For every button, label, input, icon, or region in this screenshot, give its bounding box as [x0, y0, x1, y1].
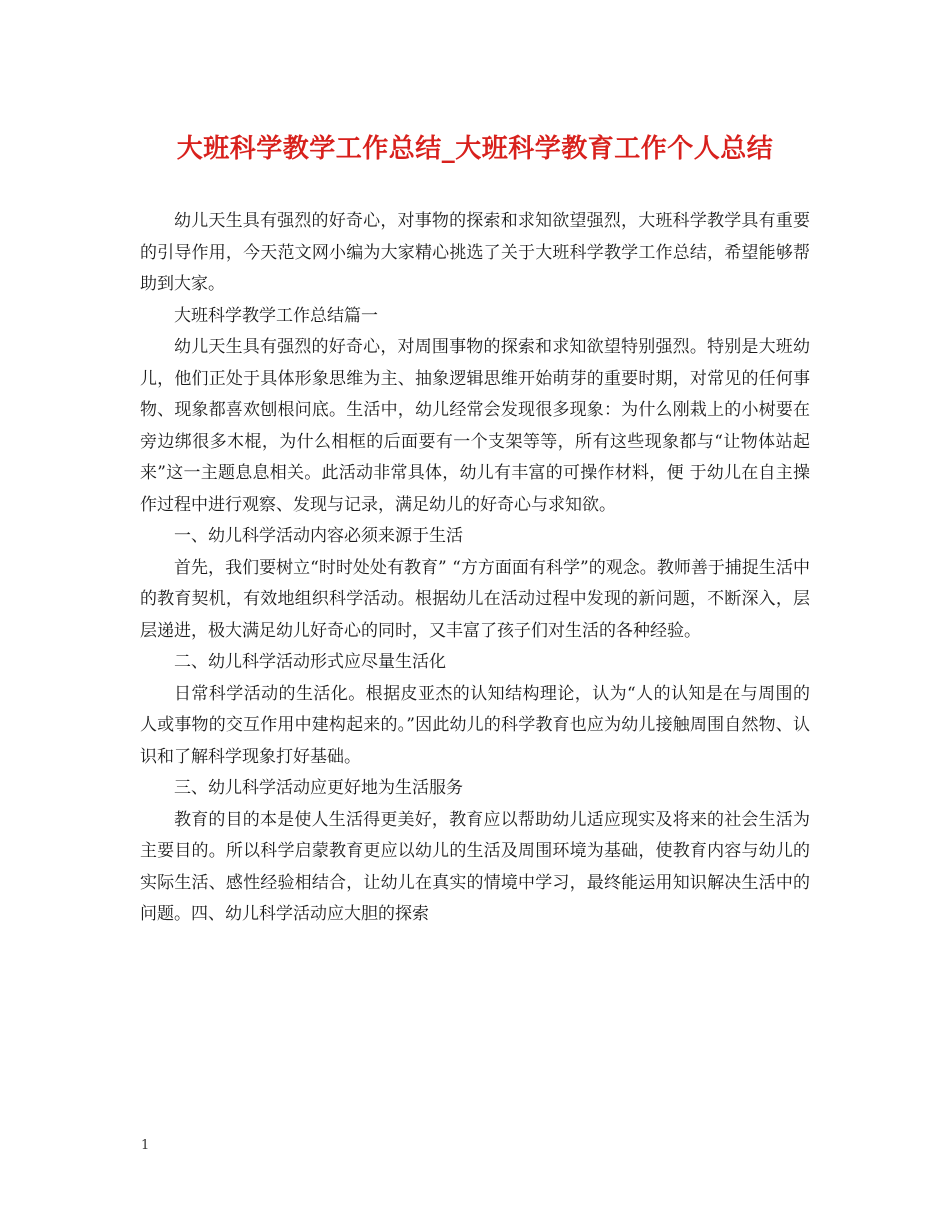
paragraph-section-3: 教育的目的本是使人生活得更美好，教育应以帮助幼儿适应现实及将来的社会生活为主要目的。所以科学启蒙教育更应以幼儿的生活及周围环境为基础，使教育内容与幼儿的实际生活、感性经验相结合，让幼儿在真实的情境中学习，最终能运用知识解决生活中的问题。四、幼儿科学活动应大胆的探索	[140, 809, 810, 924]
document-title: 大班科学教学工作总结_大班科学教育工作个人总结	[176, 134, 774, 164]
paragraph-intro: 幼儿天生具有强烈的好奇心，对事物的探索和求知欲望强烈，大班科学教学具有重要的引导作用，今天范文网小编为大家精心挑选了关于大班科学教学工作总结，希望能够帮助到大家。	[140, 211, 810, 294]
paragraph-section-1: 首先，我们要树立“时时处处有教育” “方方面面有科学”的观念。教师善于捕捉生活中的教育契机，有效地组织科学活动。根据幼儿在活动过程中发现的新问题，不断深入，层层递进，极大满足幼儿好奇心的同时，又丰富了孩子们对生活的各种经验。	[140, 557, 810, 641]
section-heading-3: 三、幼儿科学活动应更好地为生活服务	[174, 778, 463, 798]
section-heading-part-one: 大班科学教学工作总结篇一	[174, 305, 378, 326]
section-heading-2: 二、幼儿科学活动形式应尽量生活化	[174, 652, 446, 672]
paragraph-background: 幼儿天生具有强烈的好奇心，对周围事物的探索和求知欲望特别强烈。特别是大班幼儿，他们正处于具体形象思维为主、抽象逻辑思维开始萌芽的重要时期，对常见的任何事物、现象都喜欢刨根问底。生活中，幼儿经常会发现很多现象：为什么刚栽上的小树要在旁边绑很多木棍，为什么相框的后面要有一个支架等等，所有这些现象都与“让物体站起来”这一主题息息相关。此活动非常具体，幼儿有丰富的可操作材料，便 于幼儿在自主操作过程中进行观察、发现与记录，满足幼儿的好奇心与求知欲。	[140, 337, 810, 515]
paragraph-section-2: 日常科学活动的生活化。根据皮亚杰的认知结构理论，认为“人的认知是在与周围的人或事物的交互作用中建构起来的。”因此幼儿的科学教育也应为幼儿接触周围自然物、认识和了解科学现象打好基础。	[140, 683, 810, 767]
document-body	[140, 206, 810, 931]
page-number: 1	[141, 1138, 150, 1153]
section-heading-1: 一、幼儿科学活动内容必须来源于生活	[174, 526, 463, 546]
